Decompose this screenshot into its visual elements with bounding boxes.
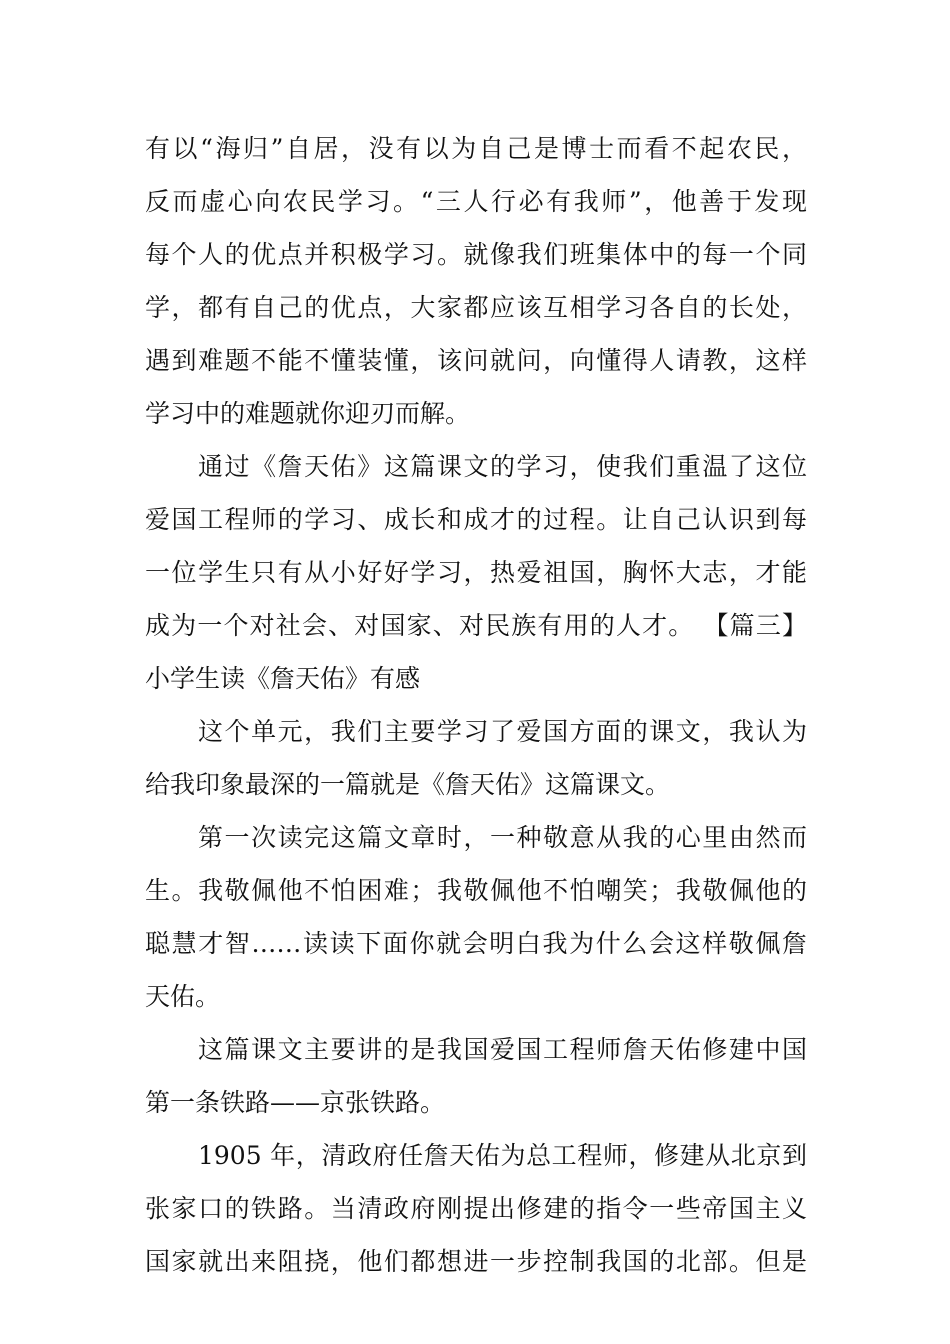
text-line: 生。我敬佩他不怕困难；我敬佩他不怕嘲笑；我敬佩他的: [145, 876, 807, 905]
text-line: 遇到难题不能不懂装懂，该问就问，向懂得人请教，这样: [145, 346, 807, 375]
text-line: 爱国工程师的学习、成长和成才的过程。让自己认识到每: [145, 505, 807, 534]
paragraph-start-line: 第一次读完这篇文章时，一种敬意从我的心里由然而: [198, 823, 807, 852]
text-line: 成为一个对社会、对国家、对民族有用的人才。 【篇三】: [145, 611, 807, 640]
text-line: 一位学生只有从小好好学习，热爱祖国，胸怀大志，才能: [145, 558, 807, 587]
text-line: 第一条铁路——京张铁路。: [145, 1088, 446, 1117]
text-line: 国家就出来阻挠，他们都想进一步控制我国的北部。但是: [145, 1247, 807, 1276]
text-line: 反而虚心向农民学习。“三人行必有我师”，他善于发现: [145, 187, 807, 216]
paragraph-start-line: 通过《詹天佑》这篇课文的学习，使我们重温了这位: [198, 452, 807, 481]
text-line: 聪慧才智……读读下面你就会明白我为什么会这样敬佩詹: [145, 929, 807, 958]
body-text: [145, 122, 807, 1288]
text-line: 学习中的难题就你迎刃而解。: [145, 399, 471, 428]
text-line: 天佑。: [145, 982, 221, 1011]
text-line: 张家口的铁路。当清政府刚提出修建的指令一些帝国主义: [145, 1194, 807, 1223]
paragraph-start-line: 1905 年，清政府任詹天佑为总工程师，修建从北京到: [198, 1141, 807, 1170]
text-line: 学，都有自己的优点，大家都应该互相学习各自的长处，: [145, 293, 807, 322]
paragraph-start-line: 这个单元，我们主要学习了爱国方面的课文，我认为: [198, 717, 807, 746]
text-line: 给我印象最深的一篇就是《詹天佑》这篇课文。: [145, 770, 671, 799]
section-title-line: 小学生读《詹天佑》有感: [145, 664, 421, 693]
paragraph-start-line: 这篇课文主要讲的是我国爱国工程师詹天佑修建中国: [198, 1035, 807, 1064]
text-line: 每个人的优点并积极学习。就像我们班集体中的每一个同: [145, 240, 807, 269]
text-line: 有以“海归”自居，没有以为自己是博士而看不起农民，: [145, 134, 807, 163]
